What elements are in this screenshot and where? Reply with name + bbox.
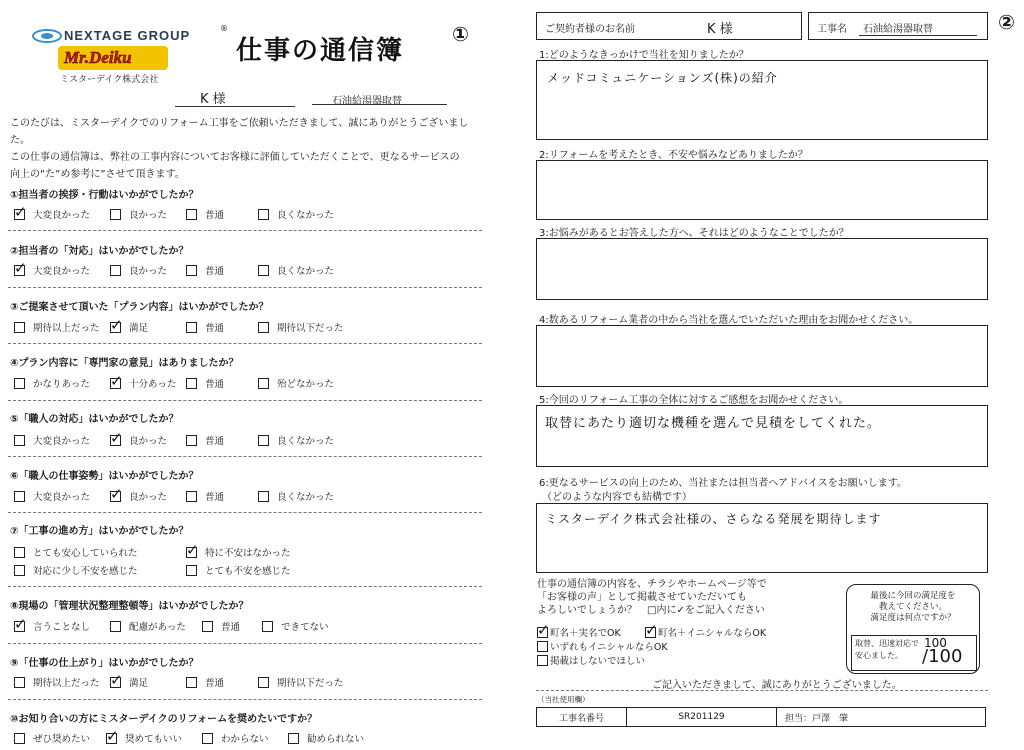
consent-line: 「お客様の声」として掲載させていただいても (537, 592, 747, 603)
satisfaction-line: 満足度は何点ですか？ (870, 613, 956, 623)
section-sublabel: （どのような内容でも結構です） (542, 492, 692, 503)
handwritten-answer: メッドコミュニケーションズ(株)の紹介 (547, 71, 778, 85)
option[interactable]: 殆どなかった (258, 376, 334, 390)
office-use-label: （当社使用欄） (537, 695, 590, 704)
checkbox[interactable] (110, 209, 121, 220)
checkbox[interactable] (110, 428, 123, 447)
option[interactable]: 普通 (186, 320, 224, 334)
divider (8, 456, 482, 457)
option[interactable]: 期待以上だった (14, 675, 100, 689)
work-no-label: 工事名番号 (537, 708, 627, 726)
checkbox[interactable] (14, 491, 25, 502)
work-name: 石油給湯器取替 (332, 96, 402, 107)
divider (8, 586, 482, 587)
check-mark-icon: ✓ (645, 620, 658, 639)
checkbox[interactable] (186, 491, 197, 502)
satisfaction-line: 最後に今回の満足度を (870, 591, 956, 601)
customer-label: ご契約者様のお名前 (545, 24, 635, 35)
option[interactable]: ✓ 奨めてもいい (106, 726, 183, 745)
consent-option[interactable]: いずれもイニシャルならOK (537, 639, 668, 653)
option[interactable]: ✓ 言うことなし (14, 614, 91, 633)
checkbox[interactable] (186, 265, 197, 276)
check-mark-icon: ✓ (14, 614, 27, 633)
brand-logo (32, 24, 232, 94)
option[interactable]: 良かった (110, 207, 167, 221)
checkbox[interactable] (186, 565, 197, 576)
intro-line: 向上の“た”め参考に”させて頂きます。 (10, 169, 185, 180)
checkbox[interactable] (258, 491, 269, 502)
check-mark-icon: ✓ (110, 484, 123, 503)
checkbox[interactable] (186, 435, 197, 446)
consent-line: よろしいでしょうか？ □内に✓をご記入ください (537, 605, 765, 616)
checkbox[interactable] (110, 371, 123, 390)
consent-option[interactable]: ✓ 町名＋実名でOK (537, 620, 621, 639)
option[interactable]: 良くなかった (258, 207, 334, 221)
checkbox[interactable] (110, 265, 121, 276)
check-mark-icon: ✓ (110, 315, 123, 334)
option[interactable]: 対応に少し不安を感じた (14, 563, 138, 577)
check-mark-icon: ✓ (14, 258, 27, 277)
checkbox[interactable] (288, 733, 299, 744)
work-name-line (859, 35, 977, 36)
checkbox[interactable] (14, 565, 25, 576)
satisfaction-line: 教えてください。 (878, 602, 947, 612)
answer-box[interactable] (536, 405, 988, 467)
checkbox[interactable] (258, 209, 269, 220)
option[interactable]: ✓ 大変良かった (14, 202, 91, 221)
checkbox[interactable] (14, 378, 25, 389)
answer-box[interactable] (536, 160, 988, 220)
option[interactable]: 期待以下だった (258, 320, 344, 334)
check-mark-icon: ✓ (110, 428, 123, 447)
satisfaction-box (846, 584, 980, 674)
option[interactable]: 普通 (186, 489, 224, 503)
brand-registered: ® (220, 24, 228, 33)
divider (8, 512, 482, 513)
option[interactable]: 普通 (186, 207, 224, 221)
checkbox[interactable] (14, 435, 25, 446)
divider (8, 287, 482, 288)
checkbox[interactable] (202, 733, 213, 744)
customer-header (536, 12, 802, 40)
option[interactable]: 良かった (110, 263, 167, 277)
checkbox[interactable] (186, 209, 197, 220)
checkbox[interactable] (186, 540, 199, 559)
question-label: ⑧現場の「管理状況整理整頓等」はいかがでしたか？ (10, 601, 249, 612)
section-label: 3:お悩みがあるとお答えした方へ、それはどのようなことでしたか？ (539, 228, 849, 239)
nextage-swoosh-icon (32, 28, 62, 48)
question-label: ②担当者の「対応」はいかがでしたか？ (10, 246, 189, 257)
checkbox[interactable] (110, 315, 123, 334)
page-number: ② (998, 10, 1015, 34)
checkbox[interactable] (645, 620, 658, 639)
option[interactable]: ✓ 特に不安はなかった (186, 540, 291, 559)
customer-name: K 様 (200, 92, 226, 107)
option[interactable]: 大変良かった (14, 489, 90, 503)
section-label: 1:どのようなきっかけで当社を知りましたか？ (539, 50, 749, 61)
option[interactable]: わからない (202, 731, 269, 745)
checkbox[interactable] (258, 322, 269, 333)
option[interactable]: ✓ 十分あった (110, 371, 177, 390)
section-label: 4:数あるリフォーム業者の中から当社を選んでいただいた理由をお聞かせください。 (539, 315, 919, 326)
option[interactable]: ✓ 満足 (110, 670, 149, 689)
brand-group: NEXTAGE GROUP (64, 28, 191, 43)
option[interactable]: ✓ 満足 (110, 315, 149, 334)
checkbox[interactable] (14, 614, 27, 633)
score-value: 100 (924, 636, 947, 650)
divider (8, 643, 482, 644)
option[interactable]: とても安心していられた (14, 545, 138, 559)
divider (8, 343, 482, 344)
answer-box[interactable] (536, 325, 988, 387)
staff-cell (777, 708, 985, 726)
section-label: 2:リフォームを考えたとき、不安や悩みなどありましたか？ (539, 150, 808, 161)
question-label: ⑩お知り合いの方にミスターデイクのリフォームを奨めたいですか？ (10, 714, 318, 725)
section-label: 6:更なるサービスの向上のため、当社または担当者へアドバイスをお願いします。 (539, 478, 907, 489)
page-title: 仕事の通信簿 (236, 36, 405, 66)
checkbox[interactable] (186, 378, 197, 389)
option[interactable]: とても不安を感じた (186, 563, 291, 577)
checkbox[interactable] (202, 621, 213, 632)
brand-company: ミスターデイク株式会社 (60, 75, 159, 85)
customer-name-line (175, 106, 295, 107)
checkbox[interactable] (537, 641, 548, 652)
checkbox[interactable] (258, 378, 269, 389)
answer-box[interactable] (536, 238, 988, 300)
checkbox[interactable] (110, 670, 123, 689)
consent-option[interactable]: 掲載はしないでほしい (537, 653, 645, 667)
check-mark-icon: ✓ (14, 202, 27, 221)
check-mark-icon: ✓ (186, 540, 199, 559)
staff-name: 戸澤 肇 (812, 713, 849, 724)
question-label: ④プラン内容に「専門家の意見」はありましたか？ (10, 358, 239, 369)
work-header (808, 12, 988, 40)
brand-logo-text: Mr.Deiku (64, 48, 132, 67)
question-label: ⑥「職人の仕事姿勢」はいかがでしたか？ (10, 471, 199, 482)
work-name-line (312, 104, 447, 105)
thanks-text: ご記入いただきまして、誠にありがとうございました。 (652, 680, 902, 691)
option[interactable]: 普通 (186, 675, 224, 689)
intro-text (10, 115, 480, 183)
option[interactable]: 良くなかった (258, 263, 334, 277)
intro-line: このたびは、ミスターデイクでのリフォーム工事をご依頼いただきまして、誠にありがとうございました。 (10, 118, 469, 146)
checkbox[interactable] (14, 547, 25, 558)
option[interactable]: 良くなかった (258, 433, 334, 447)
question-label: ③ご提案させて頂いた「プラン内容」はいかがでしたか？ (10, 302, 269, 313)
divider (536, 690, 988, 691)
score-max: /100 (922, 646, 963, 667)
checkbox[interactable] (258, 677, 269, 688)
handwritten-answer: ミスターデイク株式会社様の、さらなる発展を期待します (545, 512, 882, 526)
checkbox[interactable] (14, 733, 25, 744)
question-label: ①担当者の挨拶・行動はいかがでしたか？ (10, 190, 199, 201)
satisfaction-prompt (847, 591, 979, 624)
staff-label: 担当： (785, 713, 813, 724)
consent-line: 仕事の通信簿の内容を、チラシやホームページ等で (537, 579, 767, 590)
section-label: 5:今回のリフォーム工事の全体に対するご感想をお聞かせください。 (539, 395, 849, 406)
divider (8, 230, 482, 231)
checkbox[interactable] (106, 726, 119, 745)
question-label: ⑦「工事の進め方」はいかがでしたか？ (10, 526, 189, 537)
checkbox[interactable] (14, 677, 25, 688)
option[interactable]: ぜひ奨めたい (14, 731, 90, 745)
score-box[interactable] (851, 635, 977, 671)
option[interactable]: ✓ 良かった (110, 428, 168, 447)
checkbox[interactable] (258, 265, 269, 276)
question-label: ⑨「仕事の仕上がり」はいかがでしたか？ (10, 658, 199, 669)
work-name: 石油給湯器取替 (863, 24, 933, 35)
check-mark-icon: ✓ (106, 726, 119, 745)
checkbox[interactable] (537, 620, 550, 639)
option[interactable]: できてない (262, 619, 329, 633)
checkbox[interactable] (186, 322, 197, 333)
option[interactable]: 普通 (186, 376, 224, 390)
option[interactable]: 期待以下だった (258, 675, 344, 689)
checkbox[interactable] (110, 621, 121, 632)
check-mark-icon: ✓ (110, 371, 123, 390)
option[interactable]: ✓ 大変良かった (14, 258, 91, 277)
divider (8, 699, 482, 700)
question-label: ⑤「職人の対応」はいかがでしたか？ (10, 414, 179, 425)
handwritten-answer: 取替にあたり適切な機種を選んで見積をしてくれた。 (545, 416, 882, 431)
checkbox[interactable] (14, 322, 25, 333)
answer-box[interactable] (536, 503, 988, 573)
option[interactable]: ✓ 良かった (110, 484, 168, 503)
checkbox[interactable] (262, 621, 273, 632)
consent-text (537, 578, 767, 617)
checkbox[interactable] (14, 202, 27, 221)
checkbox[interactable] (258, 435, 269, 446)
answer-box[interactable] (536, 60, 988, 140)
option[interactable]: 大変良かった (14, 433, 90, 447)
check-mark-icon: ✓ (537, 620, 550, 639)
option[interactable]: 期待以上だった (14, 320, 100, 334)
option[interactable]: 普通 (186, 263, 224, 277)
checkbox[interactable] (537, 655, 548, 666)
check-mark-icon: ✓ (110, 670, 123, 689)
work-label: 工事名 (817, 24, 847, 35)
option[interactable]: 勧められない (288, 731, 364, 745)
option[interactable]: 良くなかった (258, 489, 334, 503)
office-use-table (536, 707, 986, 727)
checkbox[interactable] (110, 484, 123, 503)
option[interactable]: 配慮があった (110, 619, 186, 633)
option[interactable]: かなりあった (14, 376, 90, 390)
consent-option[interactable]: ✓ 町名＋イニシャルならOK (645, 620, 767, 639)
intro-line: この仕事の通信簿は、弊社の工事内容についてお客様に評価していただくことで、更なるサービスの (10, 152, 460, 163)
satisfaction-note: 取替、迅速対応で安心ました。 (855, 639, 919, 660)
checkbox[interactable] (14, 258, 27, 277)
customer-name: K 様 (707, 22, 733, 37)
option[interactable]: 普通 (186, 433, 224, 447)
checkbox[interactable] (186, 677, 197, 688)
divider (8, 400, 482, 401)
page-number: ① (452, 22, 469, 46)
work-no: SR201129 (627, 708, 777, 726)
option[interactable]: 普通 (202, 619, 240, 633)
